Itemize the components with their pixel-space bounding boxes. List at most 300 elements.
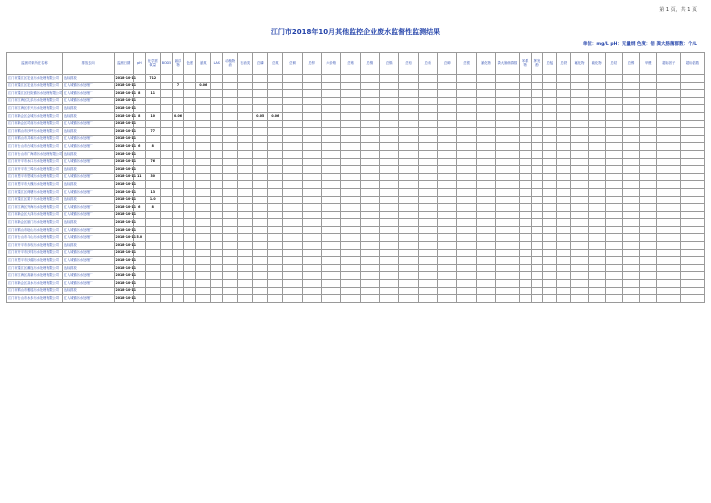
table-cell bbox=[622, 234, 639, 242]
table-cell bbox=[571, 188, 588, 196]
table-cell bbox=[438, 75, 457, 83]
table-cell: 0.06 bbox=[196, 82, 211, 90]
table-cell bbox=[253, 97, 268, 105]
table-cell bbox=[223, 105, 238, 113]
table-cell bbox=[172, 120, 184, 128]
table-cell bbox=[657, 264, 681, 272]
table-cell: 7 bbox=[172, 82, 184, 90]
table-cell: 2018-10-11 bbox=[114, 120, 133, 128]
table-cell bbox=[321, 143, 340, 151]
table-cell bbox=[571, 135, 588, 143]
table-cell: 8 bbox=[133, 90, 145, 98]
table-cell bbox=[253, 173, 268, 181]
table-cell bbox=[283, 272, 302, 280]
table-cell bbox=[457, 112, 476, 120]
table-cell bbox=[145, 242, 160, 250]
table-cell bbox=[283, 143, 302, 151]
table-cell bbox=[543, 135, 557, 143]
table-cell bbox=[196, 287, 211, 295]
table-cell bbox=[681, 112, 705, 120]
table-cell bbox=[476, 82, 495, 90]
table-cell bbox=[681, 196, 705, 204]
table-cell bbox=[172, 257, 184, 265]
table-cell bbox=[380, 280, 399, 288]
table-cell bbox=[457, 242, 476, 250]
table-cell bbox=[457, 181, 476, 189]
table-cell bbox=[571, 196, 588, 204]
table-cell bbox=[145, 120, 160, 128]
table-cell bbox=[476, 75, 495, 83]
table-cell bbox=[519, 211, 531, 219]
table-cell bbox=[184, 158, 196, 166]
table-cell bbox=[605, 219, 622, 227]
table-cell bbox=[657, 150, 681, 158]
table-row bbox=[7, 143, 705, 151]
table-cell bbox=[622, 75, 639, 83]
table-cell bbox=[457, 287, 476, 295]
table-cell bbox=[172, 204, 184, 212]
table-cell bbox=[543, 90, 557, 98]
table-cell bbox=[172, 135, 184, 143]
table-cell bbox=[622, 128, 639, 136]
table-cell: 江门市江海区东兴污水处理有限公司 bbox=[7, 105, 63, 113]
column-header: 悬浮物 bbox=[172, 53, 184, 75]
table-cell bbox=[238, 112, 253, 120]
table-cell bbox=[172, 249, 184, 257]
table-cell bbox=[160, 97, 172, 105]
table-cell bbox=[360, 158, 379, 166]
table-cell bbox=[418, 257, 437, 265]
column-header: 总砷 bbox=[438, 53, 457, 75]
table-cell bbox=[268, 295, 283, 303]
table-cell bbox=[341, 211, 360, 219]
table-cell bbox=[223, 219, 238, 227]
table-cell bbox=[588, 188, 605, 196]
table-cell bbox=[476, 257, 495, 265]
table-cell bbox=[438, 188, 457, 196]
table-cell bbox=[543, 150, 557, 158]
column-header: 色度 bbox=[184, 53, 196, 75]
column-header: 硫化物 bbox=[588, 53, 605, 75]
table-cell bbox=[145, 150, 160, 158]
table-cell bbox=[360, 166, 379, 174]
table-cell bbox=[519, 143, 531, 151]
table-cell bbox=[531, 75, 543, 83]
table-cell bbox=[681, 234, 705, 242]
column-header: 排放去向 bbox=[62, 53, 114, 75]
table-cell bbox=[160, 249, 172, 257]
table-cell bbox=[341, 158, 360, 166]
table-cell bbox=[360, 295, 379, 303]
table-cell bbox=[268, 166, 283, 174]
table-cell bbox=[184, 234, 196, 242]
table-row bbox=[7, 287, 705, 295]
table-cell bbox=[321, 82, 340, 90]
table-cell bbox=[557, 264, 571, 272]
table-cell bbox=[531, 158, 543, 166]
table-cell bbox=[557, 234, 571, 242]
table-cell bbox=[496, 219, 520, 227]
table-cell bbox=[211, 188, 223, 196]
table-cell bbox=[223, 226, 238, 234]
table-cell bbox=[341, 188, 360, 196]
table-cell bbox=[622, 264, 639, 272]
table-cell bbox=[302, 226, 321, 234]
table-cell bbox=[321, 181, 340, 189]
table-cell bbox=[496, 295, 520, 303]
table-cell: 江门市新会区双水污水处理有限公司 bbox=[7, 280, 63, 288]
table-cell bbox=[543, 120, 557, 128]
table-cell bbox=[302, 234, 321, 242]
table-cell bbox=[622, 219, 639, 227]
table-cell bbox=[476, 272, 495, 280]
table-cell bbox=[543, 188, 557, 196]
table-cell bbox=[253, 128, 268, 136]
table-row bbox=[7, 204, 705, 212]
table-cell bbox=[196, 242, 211, 250]
table-cell bbox=[341, 226, 360, 234]
table-cell bbox=[557, 150, 571, 158]
table-cell bbox=[543, 75, 557, 83]
table-cell bbox=[496, 264, 520, 272]
table-cell bbox=[399, 242, 418, 250]
table-cell bbox=[380, 226, 399, 234]
table-cell bbox=[223, 135, 238, 143]
table-cell bbox=[681, 219, 705, 227]
table-cell bbox=[160, 264, 172, 272]
table-cell bbox=[605, 181, 622, 189]
table-cell bbox=[588, 287, 605, 295]
table-cell bbox=[380, 75, 399, 83]
table-cell: 10 bbox=[145, 112, 160, 120]
table-cell bbox=[253, 295, 268, 303]
table-cell bbox=[571, 219, 588, 227]
table-cell bbox=[605, 82, 622, 90]
table-cell bbox=[399, 219, 418, 227]
table-cell bbox=[657, 173, 681, 181]
table-cell bbox=[268, 173, 283, 181]
table-cell bbox=[605, 188, 622, 196]
table-cell bbox=[172, 196, 184, 204]
table-cell bbox=[438, 158, 457, 166]
table-cell bbox=[476, 188, 495, 196]
column-header: 总铁 bbox=[557, 53, 571, 75]
table-cell bbox=[211, 219, 223, 227]
table-cell bbox=[253, 249, 268, 257]
table-cell: 汇入城镇污水处理厂 bbox=[62, 143, 114, 151]
table-cell bbox=[268, 264, 283, 272]
table-cell bbox=[184, 287, 196, 295]
table-cell bbox=[640, 143, 657, 151]
table-cell bbox=[196, 249, 211, 257]
table-cell bbox=[253, 211, 268, 219]
table-row bbox=[7, 234, 705, 242]
table-cell bbox=[172, 105, 184, 113]
table-cell bbox=[321, 234, 340, 242]
table-cell bbox=[283, 135, 302, 143]
table-cell: 汇入城镇污水处理厂 bbox=[62, 249, 114, 257]
table-cell bbox=[238, 75, 253, 83]
table-cell: 江门市新会区司前污水处理有限公司 bbox=[7, 120, 63, 128]
table-cell bbox=[476, 97, 495, 105]
table-cell bbox=[438, 112, 457, 120]
table-cell bbox=[476, 196, 495, 204]
table-cell bbox=[657, 249, 681, 257]
table-cell bbox=[640, 295, 657, 303]
table-cell bbox=[571, 166, 588, 174]
table-cell bbox=[211, 181, 223, 189]
table-cell: 江门市鹤山市雅瑶污水处理有限公司 bbox=[7, 287, 63, 295]
table-cell bbox=[543, 234, 557, 242]
table-cell bbox=[321, 280, 340, 288]
table-cell bbox=[283, 280, 302, 288]
table-cell bbox=[496, 128, 520, 136]
table-cell bbox=[223, 128, 238, 136]
table-cell bbox=[531, 188, 543, 196]
table-cell bbox=[519, 188, 531, 196]
table-cell bbox=[380, 166, 399, 174]
table-cell bbox=[438, 249, 457, 257]
table-cell bbox=[341, 219, 360, 227]
table-cell bbox=[418, 112, 437, 120]
table-cell bbox=[268, 287, 283, 295]
table-cell: 0.06 bbox=[268, 112, 283, 120]
table-cell bbox=[640, 280, 657, 288]
table-cell bbox=[571, 181, 588, 189]
table-cell bbox=[238, 158, 253, 166]
table-cell bbox=[418, 97, 437, 105]
table-cell bbox=[557, 143, 571, 151]
table-cell bbox=[196, 143, 211, 151]
table-cell bbox=[360, 173, 379, 181]
table-cell bbox=[184, 135, 196, 143]
table-cell bbox=[571, 158, 588, 166]
table-cell bbox=[380, 143, 399, 151]
table-cell bbox=[196, 188, 211, 196]
table-cell bbox=[360, 120, 379, 128]
table-cell bbox=[238, 264, 253, 272]
table-cell bbox=[605, 128, 622, 136]
table-cell bbox=[557, 82, 571, 90]
table-cell bbox=[302, 257, 321, 265]
table-row bbox=[7, 82, 705, 90]
table-cell bbox=[196, 166, 211, 174]
table-cell bbox=[605, 264, 622, 272]
table-cell bbox=[588, 90, 605, 98]
table-cell bbox=[605, 242, 622, 250]
table-row bbox=[7, 211, 705, 219]
table-cell bbox=[622, 196, 639, 204]
table-cell bbox=[438, 272, 457, 280]
table-cell bbox=[283, 166, 302, 174]
table-cell bbox=[268, 204, 283, 212]
table-cell bbox=[341, 150, 360, 158]
table-cell bbox=[302, 128, 321, 136]
table-cell bbox=[531, 150, 543, 158]
table-cell: 江门市新会区会城污水处理有限公司 bbox=[7, 112, 63, 120]
table-cell: 8 bbox=[133, 112, 145, 120]
table-cell bbox=[571, 264, 588, 272]
table-cell bbox=[519, 97, 531, 105]
table-cell bbox=[283, 97, 302, 105]
table-cell bbox=[531, 295, 543, 303]
table-cell bbox=[380, 287, 399, 295]
table-cell bbox=[657, 90, 681, 98]
table-cell bbox=[457, 166, 476, 174]
table-cell bbox=[496, 158, 520, 166]
table-cell bbox=[657, 105, 681, 113]
table-cell: 达标排放 bbox=[62, 242, 114, 250]
table-cell bbox=[302, 97, 321, 105]
table-row bbox=[7, 128, 705, 136]
table-cell bbox=[160, 226, 172, 234]
table-cell bbox=[145, 211, 160, 219]
table-cell bbox=[657, 128, 681, 136]
table-cell bbox=[622, 211, 639, 219]
table-cell bbox=[605, 280, 622, 288]
table-cell bbox=[283, 90, 302, 98]
table-cell bbox=[341, 272, 360, 280]
table-cell bbox=[476, 219, 495, 227]
table-cell bbox=[457, 295, 476, 303]
table-cell bbox=[438, 105, 457, 113]
table-cell: 江门市蓬江区潮连污水处理有限公司 bbox=[7, 264, 63, 272]
table-cell bbox=[605, 166, 622, 174]
table-cell bbox=[496, 112, 520, 120]
table-cell bbox=[476, 234, 495, 242]
table-cell: 2018-10-11 bbox=[114, 82, 133, 90]
table-cell bbox=[476, 105, 495, 113]
table-cell bbox=[605, 272, 622, 280]
table-cell bbox=[196, 75, 211, 83]
table-cell bbox=[418, 188, 437, 196]
table-cell: 2018-10-11 bbox=[114, 188, 133, 196]
table-cell bbox=[211, 226, 223, 234]
table-cell bbox=[457, 120, 476, 128]
table-cell bbox=[268, 128, 283, 136]
table-cell bbox=[399, 272, 418, 280]
table-cell: 达标排放 bbox=[62, 287, 114, 295]
table-cell bbox=[571, 234, 588, 242]
table-cell bbox=[399, 211, 418, 219]
table-cell bbox=[283, 295, 302, 303]
table-cell bbox=[657, 272, 681, 280]
table-cell bbox=[531, 120, 543, 128]
table-cell bbox=[196, 295, 211, 303]
table-cell bbox=[302, 120, 321, 128]
table-cell bbox=[302, 287, 321, 295]
table-cell: 江门市恩平市大槐污水处理有限公司 bbox=[7, 181, 63, 189]
table-cell bbox=[531, 173, 543, 181]
table-cell bbox=[399, 90, 418, 98]
table-cell bbox=[557, 226, 571, 234]
table-row bbox=[7, 257, 705, 265]
table-cell bbox=[341, 173, 360, 181]
table-cell bbox=[172, 143, 184, 151]
table-cell bbox=[531, 143, 543, 151]
table-cell: 江门市台山市斗山污水处理有限公司 bbox=[7, 234, 63, 242]
table-cell bbox=[196, 97, 211, 105]
table-cell bbox=[160, 181, 172, 189]
table-row bbox=[7, 158, 705, 166]
table-cell bbox=[341, 295, 360, 303]
table-cell bbox=[302, 188, 321, 196]
table-cell bbox=[341, 257, 360, 265]
table-cell bbox=[496, 82, 520, 90]
table-cell bbox=[640, 204, 657, 212]
table-cell bbox=[476, 287, 495, 295]
table-cell bbox=[519, 204, 531, 212]
table-cell bbox=[531, 166, 543, 174]
table-cell bbox=[605, 120, 622, 128]
table-cell bbox=[302, 196, 321, 204]
table-cell bbox=[640, 219, 657, 227]
table-cell bbox=[557, 90, 571, 98]
table-cell bbox=[476, 211, 495, 219]
column-header: 总铅 bbox=[399, 53, 418, 75]
table-cell bbox=[496, 181, 520, 189]
table-cell bbox=[457, 264, 476, 272]
table-cell: 2018-10-11 bbox=[114, 173, 133, 181]
table-cell bbox=[380, 257, 399, 265]
table-cell bbox=[657, 219, 681, 227]
table-cell: 2018-10-11 bbox=[114, 196, 133, 204]
table-cell bbox=[605, 295, 622, 303]
column-header: 石油类 bbox=[238, 53, 253, 75]
table-cell bbox=[496, 166, 520, 174]
column-header: 总铜 bbox=[283, 53, 302, 75]
table-cell bbox=[438, 120, 457, 128]
table-cell bbox=[399, 264, 418, 272]
table-cell bbox=[253, 135, 268, 143]
table-cell bbox=[160, 82, 172, 90]
table-cell bbox=[184, 219, 196, 227]
table-cell bbox=[253, 120, 268, 128]
table-cell bbox=[657, 204, 681, 212]
table-cell bbox=[496, 234, 520, 242]
table-cell bbox=[238, 181, 253, 189]
table-cell bbox=[302, 143, 321, 151]
table-cell bbox=[211, 173, 223, 181]
table-cell: 达标排放 bbox=[62, 196, 114, 204]
table-cell: 2018-10-11 bbox=[114, 143, 133, 151]
table-cell bbox=[238, 150, 253, 158]
table-cell bbox=[531, 90, 543, 98]
column-header: 六价铬 bbox=[321, 53, 340, 75]
table-cell bbox=[605, 249, 622, 257]
table-cell bbox=[196, 234, 211, 242]
table-cell bbox=[640, 287, 657, 295]
table-cell bbox=[543, 226, 557, 234]
table-cell: 江门市蓬江区棠下污水处理有限公司 bbox=[7, 196, 63, 204]
table-cell bbox=[184, 188, 196, 196]
table-cell bbox=[321, 150, 340, 158]
table-cell bbox=[211, 105, 223, 113]
table-cell bbox=[543, 166, 557, 174]
table-cell bbox=[605, 135, 622, 143]
table-cell bbox=[571, 150, 588, 158]
table-cell bbox=[571, 280, 588, 288]
table-cell bbox=[253, 242, 268, 250]
table-cell bbox=[196, 181, 211, 189]
table-cell bbox=[184, 105, 196, 113]
table-cell bbox=[211, 234, 223, 242]
table-cell bbox=[418, 264, 437, 272]
table-cell: 2018-10-11 bbox=[114, 97, 133, 105]
table-cell bbox=[223, 242, 238, 250]
table-cell bbox=[380, 272, 399, 280]
table-cell bbox=[380, 211, 399, 219]
